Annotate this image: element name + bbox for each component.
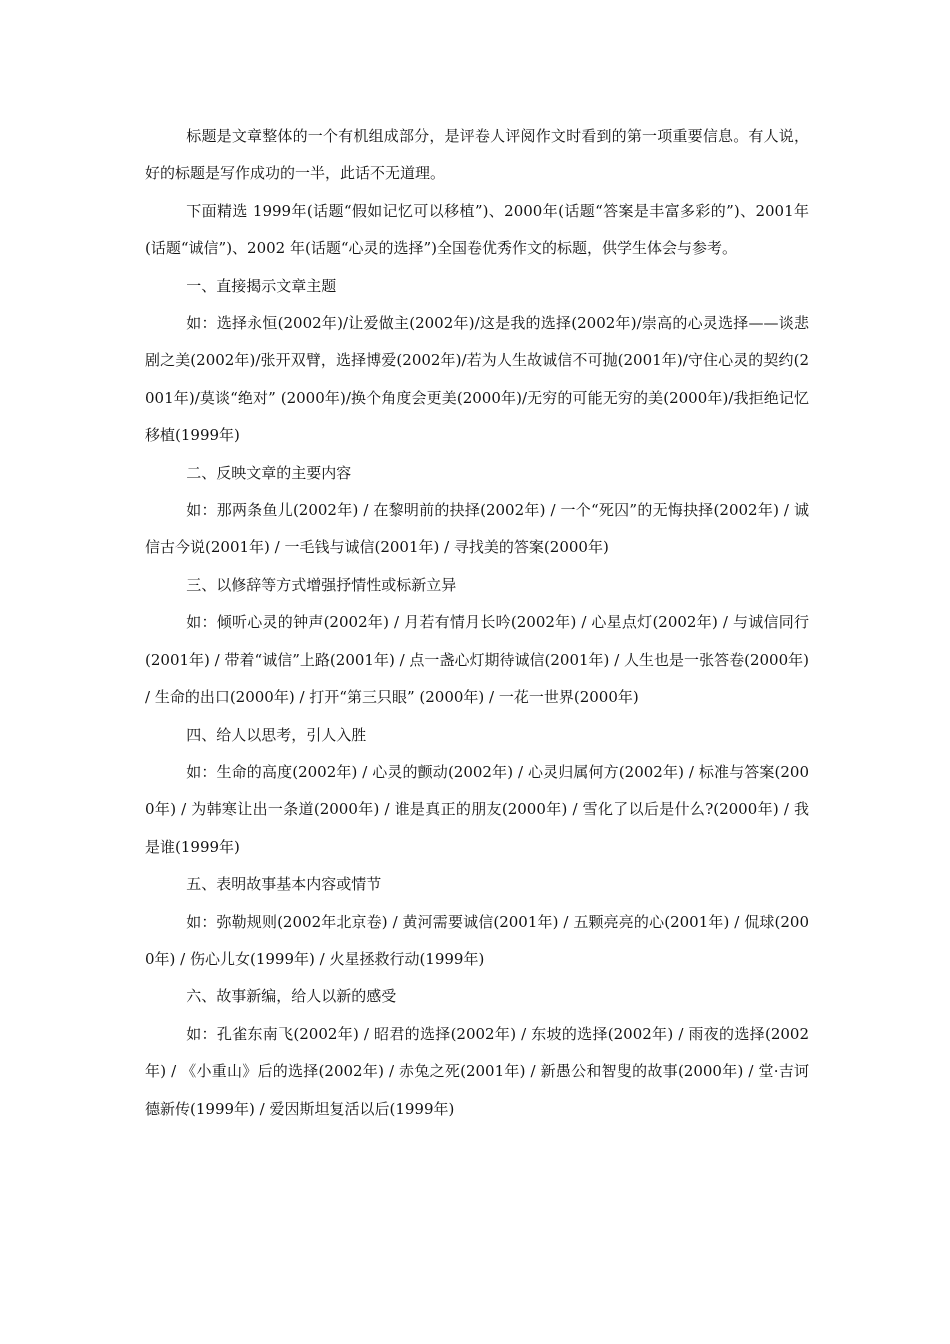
section-heading-5: 五、表明故事基本内容或情节 [186, 875, 382, 894]
section-heading-2: 二、反映文章的主要内容 [186, 463, 352, 482]
section-heading-1: 一、直接揭示文章主题 [186, 276, 337, 295]
document-body [145, 118, 809, 1128]
section-heading-4: 四、给人以思考，引人入胜 [186, 725, 367, 744]
section-examples-3: 如：倾听心灵的钟声(2002年) / 月若有情月长吟(2002年) / 心星点灯(2002年) / 与诚信同行(2001年) / 带着“诚信”上路(2001年) / 点一盏心灯期待诚信(2001年) / 人生也是一张答卷(2000年) / 生命的出口(2000年) / 打开“第三只眼” (2000年) / 一花一世界(2000年) [145, 613, 809, 707]
section-examples-4: 如：生命的高度(2002年) / 心灵的颤动(2002年) / 心灵归属何方(2002年) / 标准与答案(2000年) / 为韩寒让出一条道(2000年) / 谁是真正的朋友(2000年) / 雪化了以后是什么?(2000年) / 我是谁(1999年) [145, 762, 809, 856]
section-examples-5: 如：弥勒规则(2002年北京卷) / 黄河需要诚信(2001年) / 五颗亮亮的心(2001年) / 侃球(2000年) / 伤心儿女(1999年) / 火星拯救行动(1999年) [145, 912, 809, 968]
section-heading-3: 三、以修辞等方式增强抒情性或标新立异 [186, 575, 457, 594]
intro-paragraph-1: 标题是文章整体的一个有机组成部分，是评卷人评阅作文时看到的第一项重要信息。有人说，好的标题是写作成功的一半，此话不无道理。 [145, 127, 809, 183]
section-examples-1: 如：选择永恒(2002年)/让爱做主(2002年)/这是我的选择(2002年)/崇高的心灵选择——谈悲剧之美(2002年)/张开双臂，选择博爱(2002年)/若为人生故诚信不可抛(2001年)/守住心灵的契约(2001年)/莫谈“绝对” (2000年)/换个角度会更美(2000年)/无穷的可能无穷的美(2000年)/我拒绝记忆移植(1999年) [145, 314, 809, 445]
section-examples-2: 如：那两条鱼儿(2002年) / 在黎明前的抉择(2002年) / 一个“死囚”的无悔抉择(2002年) / 诚信古今说(2001年) / 一毛钱与诚信(2001年) / 寻找美的答案(2000年) [145, 501, 809, 557]
section-heading-6: 六、故事新编，给人以新的感受 [186, 987, 397, 1006]
intro-paragraph-2: 下面精选 1999年(话题“假如记忆可以移植”)、2000年(话题“答案是丰富多彩的”)、2001年(话题“诚信”)、2002 年(话题“心灵的选择”)全国卷优秀作文的标题，供学生体会与参考。 [145, 201, 809, 258]
section-examples-6: 如：孔雀东南飞(2002年) / 昭君的选择(2002年) / 东坡的选择(2002年) / 雨夜的选择(2002年) / 《小重山》后的选择(2002年) / 赤兔之死(2001年) / 新愚公和智叟的故事(2000年) / 堂·吉诃德新传(1999年) / 爱因斯坦复活以后(1999年) [145, 1024, 809, 1118]
